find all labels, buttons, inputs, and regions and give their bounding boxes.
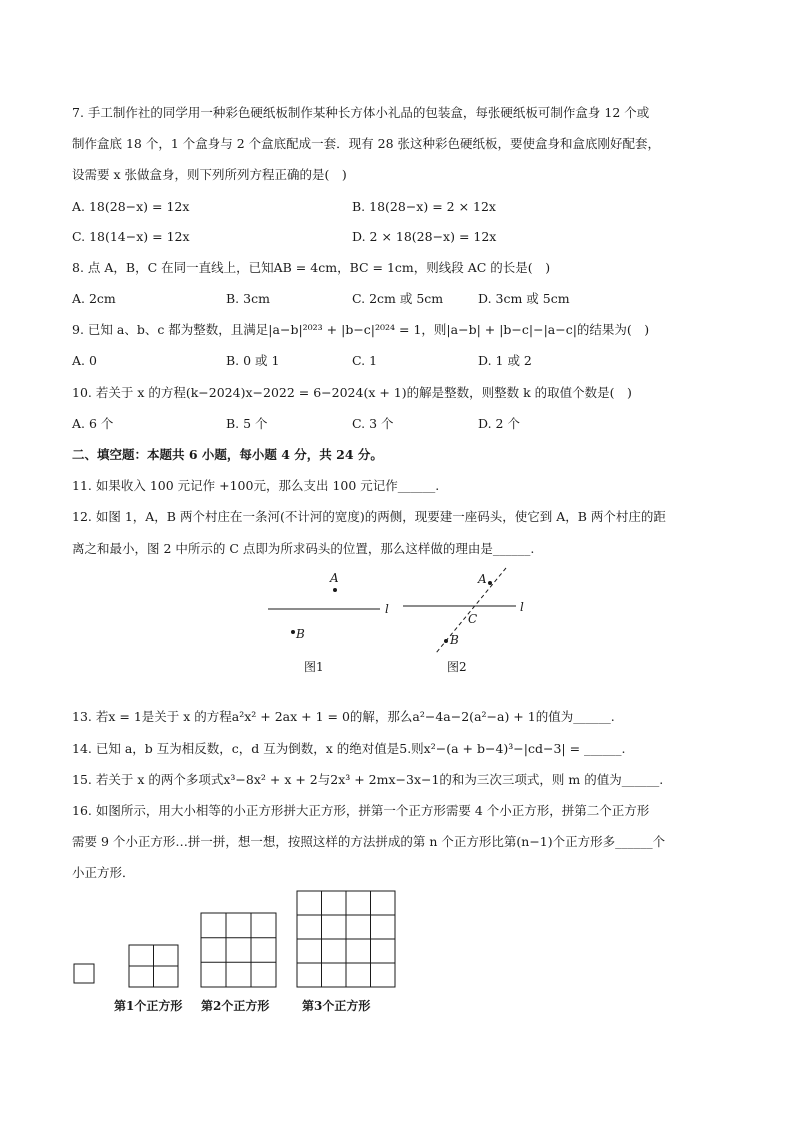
q7-line2: 制作盒底 18 个，1 个盒身与 2 个盒底配成一套．现有 28 张这种彩色硬纸板，要使盒身和盒底刚好配套，: [72, 136, 661, 151]
q12-line1: 12. 如图 1，A，B 两个村庄在一条河(不计河的宽度)的两侧，现要建一座码头，使它到 A，B 两个村庄的距: [72, 509, 666, 524]
q9-option-c: C. 1: [352, 353, 378, 368]
q9-line1: 9. 已知 a、b、c 都为整数，且满足|a−b|²⁰²³ + |b−c|²⁰²⁴ = 1，则|a−b| + |b−c|−|a−c|的结果为( ): [72, 322, 650, 337]
q9-option-a: A. 0: [72, 353, 97, 368]
q7-line1: 7. 手工制作社的同学用一种彩色硬纸板制作某种长方体小礼品的包装盒，每张硬纸板可制作盒身 12 个或: [72, 105, 650, 120]
q8-option-d: D. 3cm 或 5cm: [478, 291, 570, 306]
section-2-heading: 二、填空题：本题共 6 小题，每小题 4 分，共 24 分。: [72, 447, 383, 462]
square-2x2: [129, 945, 178, 987]
q8-option-c: C. 2cm 或 5cm: [352, 291, 444, 306]
q14-line1: 14. 已知 a，b 互为相反数，c，d 互为倒数，x 的绝对值是5.则x²−(a + b−4)³−|cd−3| = ______.: [72, 741, 626, 756]
q7-option-a: A. 18(28−x) = 12x: [72, 199, 190, 214]
single-square: [74, 964, 94, 983]
q11-line1: 11. 如果收入 100 元记作 +100元，那么支出 100 元记作______.: [72, 478, 440, 493]
q8-option-b: B. 3cm: [226, 291, 270, 306]
square-4x4: [297, 891, 395, 987]
fig1-label-a: A: [330, 571, 339, 585]
q9-option-d: D. 1 或 2: [478, 353, 532, 368]
q10-option-a: A. 6 个: [72, 416, 114, 431]
fig2-label-b: B: [450, 633, 459, 647]
q7-line3: 设需要 x 张做盒身，则下列所列方程正确的是( ): [72, 167, 347, 182]
q12-line2: 离之和最小，图 2 中所示的 C 点即为所求码头的位置，那么这样做的理由是______.: [72, 541, 535, 556]
fig1-caption: 图1: [304, 660, 324, 674]
square-label-1: 第1个正方形: [114, 999, 183, 1013]
square-label-2: 第2个正方形: [201, 999, 270, 1013]
q7-option-b: B. 18(28−x) = 2 × 12x: [352, 199, 496, 214]
q8-option-a: A. 2cm: [72, 291, 116, 306]
q9-option-b: B. 0 或 1: [226, 353, 280, 368]
fig2-label-a: A: [478, 572, 487, 586]
fig1-label-b: B: [296, 627, 305, 641]
q16-line3: 小正方形．: [72, 865, 135, 880]
q10-line1: 10. 若关于 x 的方程(k−2024)x−2022 = 6−2024(x + 1)的解是整数，则整数 k 的取值个数是( ): [72, 385, 632, 400]
q10-option-b: B. 5 个: [226, 416, 268, 431]
q16-line2: 需要 9 个小正方形…拼一拼，想一想，按照这样的方法拼成的第 n 个正方形比第(n−1)个正方形多______个: [72, 834, 666, 849]
q10-option-d: D. 2 个: [478, 416, 520, 431]
square-3x3: [201, 913, 276, 987]
q7-option-d: D. 2 × 18(28−x) = 12x: [352, 229, 497, 244]
q15-line1: 15. 若关于 x 的两个多项式x³−8x² + x + 2与2x³ + 2mx−3x−1的和为三次三项式，则 m 的值为______.: [72, 772, 664, 787]
q13-line1: 13. 若x = 1是关于 x 的方程a²x² + 2ax + 1 = 0的解，那么a²−4a−2(a²−a) + 1的值为______.: [72, 709, 615, 724]
square-label-3: 第3个正方形: [302, 999, 371, 1013]
q10-option-c: C. 3 个: [352, 416, 394, 431]
q7-option-c: C. 18(14−x) = 12x: [72, 229, 190, 244]
fig2-caption: 图2: [447, 660, 467, 674]
q8-line1: 8. 点 A，B，C 在同一直线上，已知AB = 4cm，BC = 1cm，则线段 AC 的长是( ): [72, 260, 551, 275]
q16-line1: 16. 如图所示，用大小相等的小正方形拼大正方形，拼第一个正方形需要 4 个小正方形，拼第二个正方形: [72, 803, 650, 818]
fig1-label-l: l: [385, 602, 389, 616]
fig2-label-l: l: [520, 600, 524, 614]
fig2-label-c: C: [468, 612, 478, 626]
